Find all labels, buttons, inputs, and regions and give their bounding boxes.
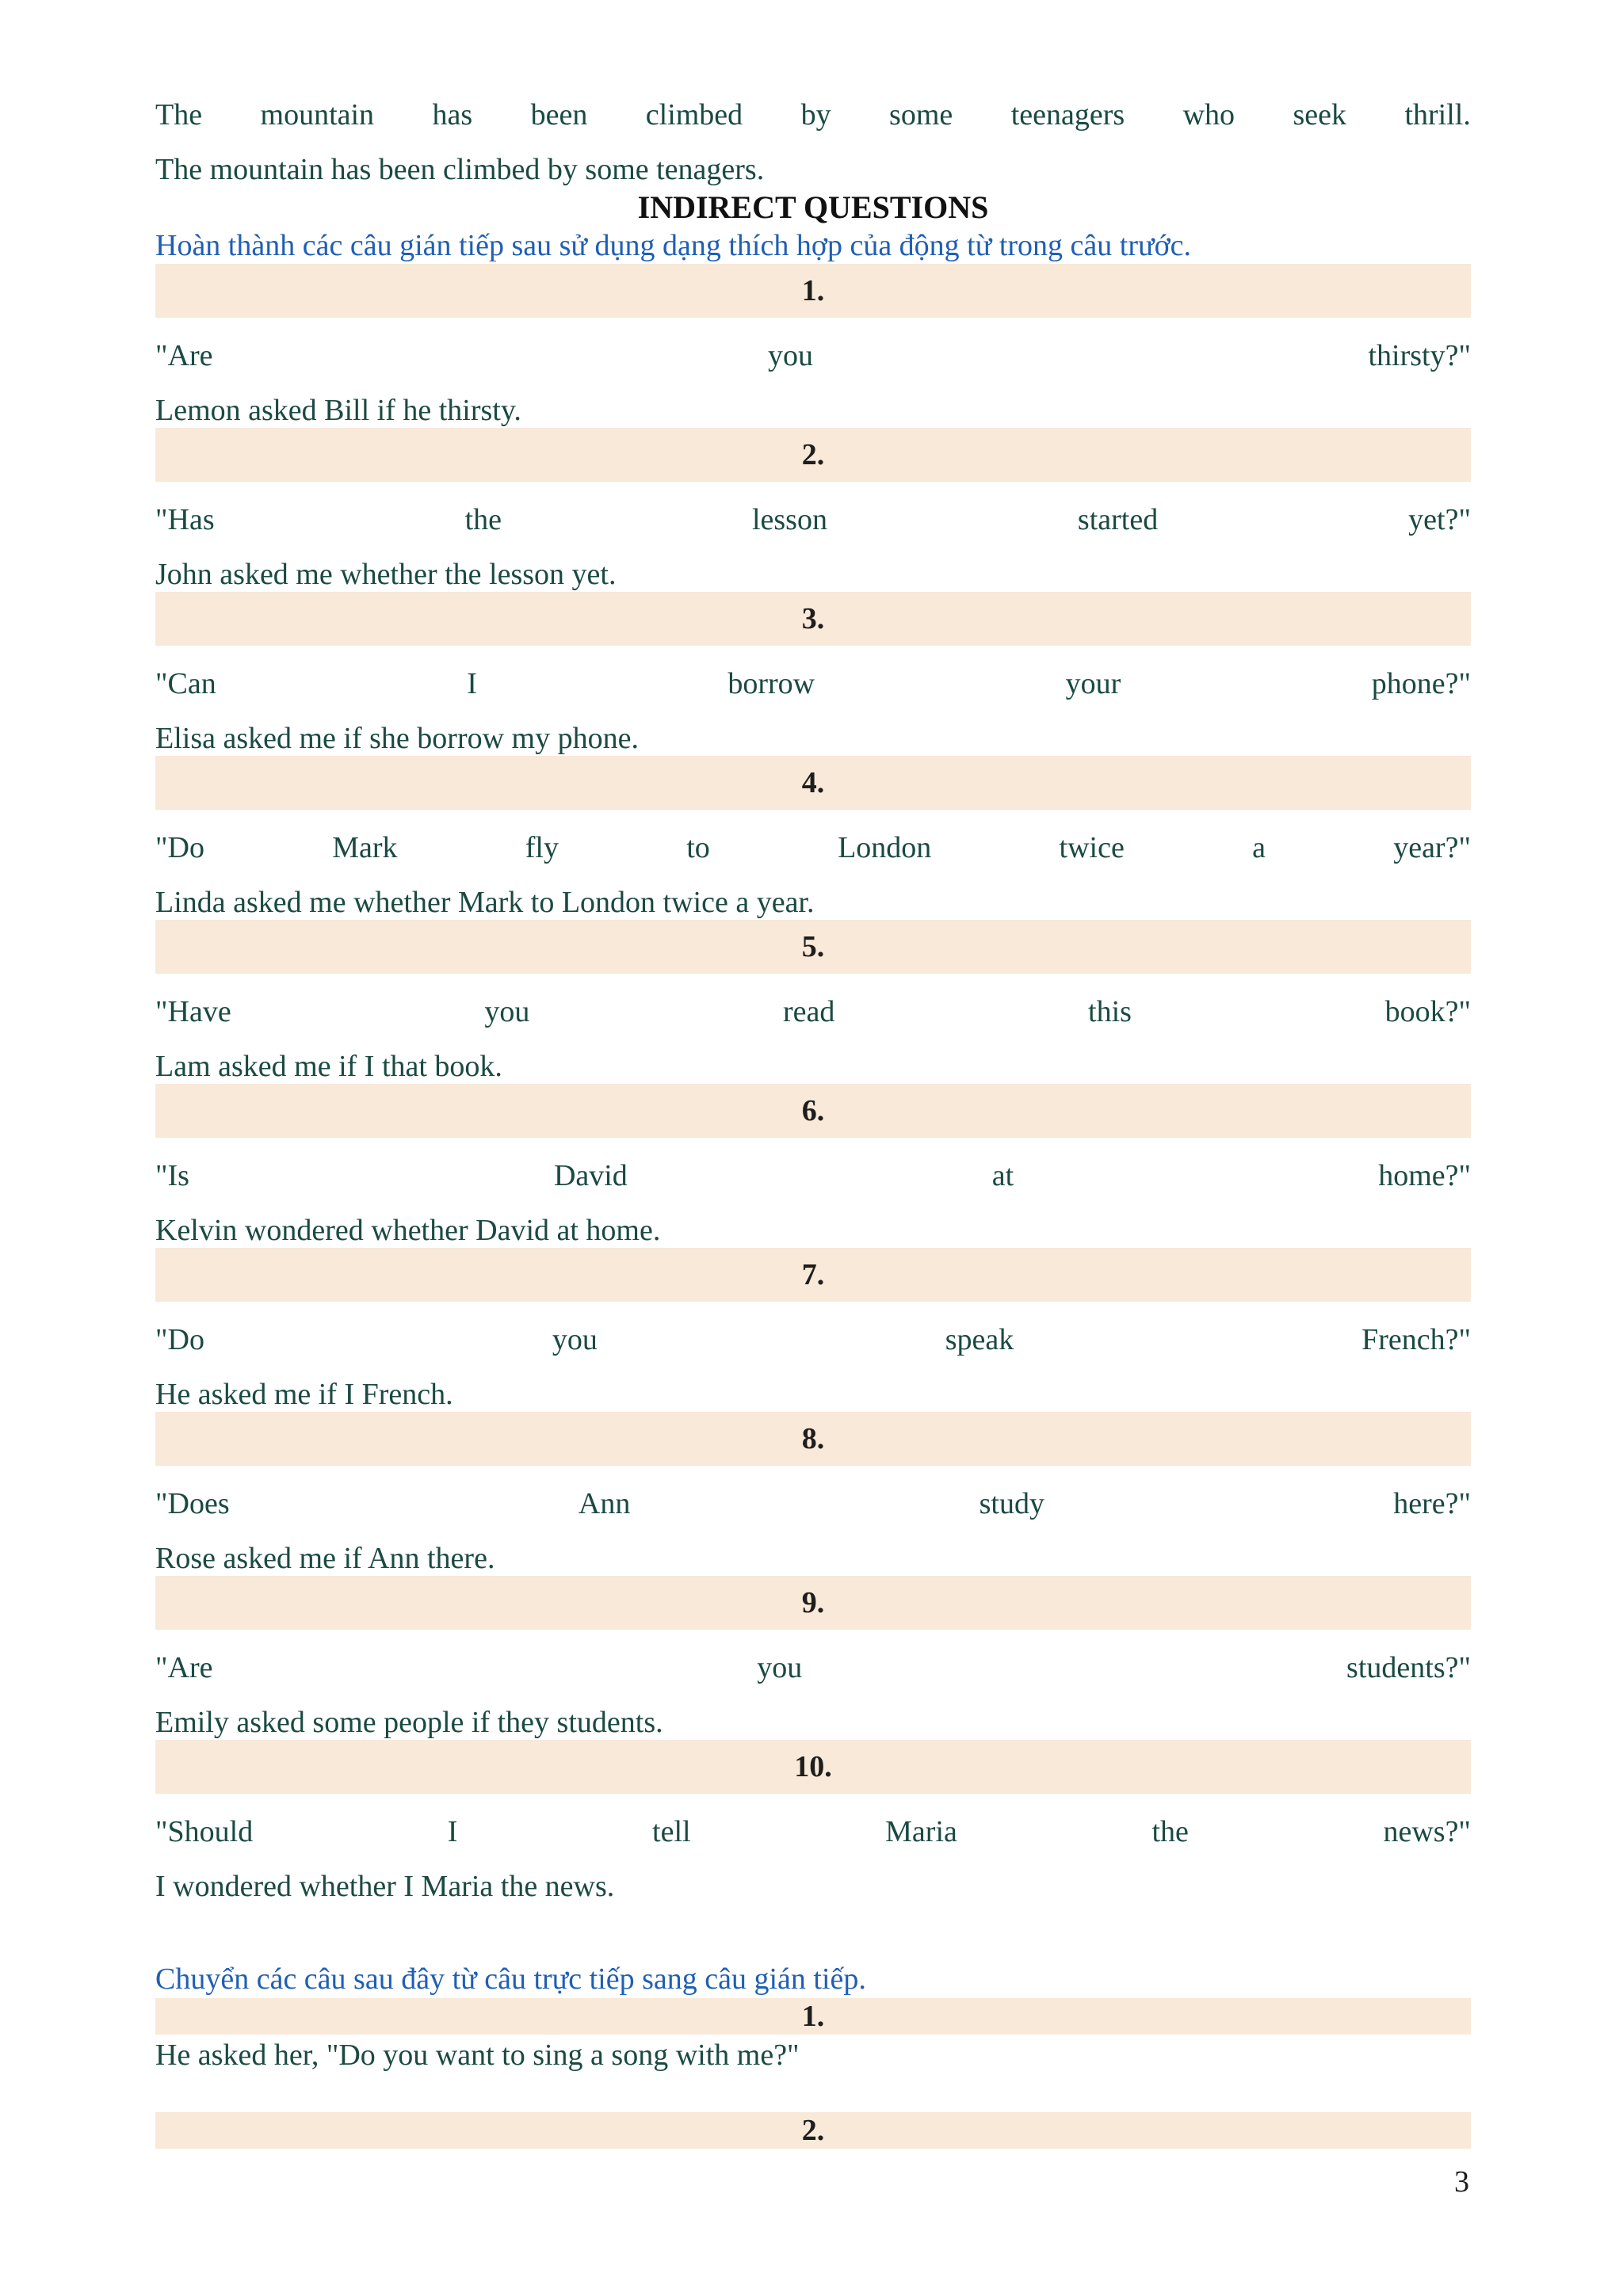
- word: book?": [1384, 995, 1471, 1028]
- word: David: [553, 1159, 628, 1192]
- answer-line: Elisa asked me if she borrow my phone.: [155, 722, 639, 755]
- word: started: [1077, 503, 1159, 536]
- question-line: [155, 337, 1471, 375]
- word: year?": [1393, 831, 1471, 864]
- intro-answer-line: The mountain has been climbed by some tenagers.: [155, 153, 765, 186]
- question-line: [155, 1485, 1471, 1523]
- question-line: [155, 993, 1471, 1031]
- word: French?": [1361, 1323, 1471, 1356]
- word: twice: [1059, 831, 1125, 864]
- answer-line: I wondered whether I Maria the news.: [155, 1870, 615, 1903]
- word: teenagers: [1010, 98, 1125, 132]
- item-number-bar: 4.: [155, 756, 1471, 810]
- word: "Is: [155, 1159, 189, 1192]
- word: thirsty?": [1368, 339, 1471, 372]
- section-heading: INDIRECT QUESTIONS: [637, 189, 989, 225]
- word: news?": [1383, 1815, 1471, 1848]
- word: "Can: [155, 667, 216, 700]
- item-number-bar: 5.: [155, 920, 1471, 974]
- word: "Do: [155, 1323, 204, 1356]
- word: Maria: [885, 1815, 957, 1848]
- word: speak: [945, 1323, 1014, 1356]
- word: the: [1151, 1815, 1189, 1848]
- item-number-bar: 10.: [155, 1740, 1471, 1794]
- item-number-bar: 6.: [155, 1084, 1471, 1138]
- answer-line: Kelvin wondered whether David at home.: [155, 1214, 661, 1247]
- answer-line: Linda asked me whether Mark to London twice a year.: [155, 886, 815, 919]
- item-number-bar: 8.: [155, 1412, 1471, 1466]
- word: "Do: [155, 831, 204, 864]
- word: tell: [652, 1815, 691, 1848]
- item-number-bar: 9.: [155, 1576, 1471, 1630]
- answer-line: Lemon asked Bill if he thirsty.: [155, 394, 521, 427]
- word: study: [979, 1487, 1044, 1520]
- word: "Does: [155, 1487, 230, 1520]
- answer-line: Emily asked some people if they students.: [155, 1706, 663, 1739]
- word: to: [686, 831, 710, 864]
- answer-line: He asked me if I French.: [155, 1378, 453, 1411]
- item-number-bar: 1.: [155, 264, 1471, 318]
- question-line: [155, 501, 1471, 539]
- word: "Have: [155, 995, 231, 1028]
- section2-instruction: Chuyển các câu sau đây từ câu trực tiếp sang câu gián tiếp.: [155, 1962, 866, 1996]
- word: by: [800, 98, 831, 132]
- word: Mark: [332, 831, 398, 864]
- question-line: [155, 1813, 1471, 1851]
- word: here?": [1393, 1487, 1471, 1520]
- intro-sentence-line: [155, 96, 1471, 134]
- word: your: [1065, 667, 1121, 700]
- word: "Are: [155, 339, 213, 372]
- word: read: [783, 995, 835, 1028]
- word: "Should: [155, 1815, 254, 1848]
- word: some: [889, 98, 953, 132]
- word: "Has: [155, 503, 215, 536]
- page-number: 3: [1454, 2165, 1469, 2199]
- direct-speech-line: He asked her, "Do you want to sing a song with me?": [155, 2039, 800, 2072]
- word: who: [1182, 98, 1235, 132]
- word: you: [484, 995, 530, 1028]
- question-line: [155, 1321, 1471, 1359]
- word: borrow: [727, 667, 815, 700]
- word: you: [552, 1323, 598, 1356]
- word: seek: [1293, 98, 1347, 132]
- word: you: [757, 1651, 803, 1684]
- word: home?": [1378, 1159, 1471, 1192]
- question-line: [155, 829, 1471, 867]
- word: I: [467, 667, 477, 700]
- word: phone?": [1371, 667, 1471, 700]
- item-number-bar: 2.: [155, 428, 1471, 482]
- word: climbed: [645, 98, 743, 132]
- word: Ann: [578, 1487, 631, 1520]
- word: lesson: [751, 503, 827, 536]
- word: The: [155, 98, 203, 132]
- answer-line: Lam asked me if I that book.: [155, 1050, 502, 1083]
- question-line: [155, 1157, 1471, 1195]
- word: "Are: [155, 1651, 213, 1684]
- word: a: [1252, 831, 1266, 864]
- word: fly: [525, 831, 559, 864]
- word: at: [991, 1159, 1014, 1192]
- question-line: [155, 1649, 1471, 1687]
- section-instruction: Hoàn thành các câu gián tiếp sau sử dụng dạng thích hợp của động từ trong câu trước.: [155, 229, 1192, 262]
- word: the: [464, 503, 502, 536]
- word: you: [767, 339, 813, 372]
- item-number-bar: 2.: [155, 2112, 1471, 2149]
- word: I: [447, 1815, 458, 1848]
- word: London: [838, 831, 932, 864]
- item-number-bar: 7.: [155, 1248, 1471, 1302]
- word: students?": [1346, 1651, 1471, 1684]
- item-number-bar: 1.: [155, 1998, 1471, 2035]
- word: been: [530, 98, 588, 132]
- word: yet?": [1408, 503, 1471, 536]
- word: mountain: [260, 98, 375, 132]
- word: thrill.: [1404, 98, 1471, 132]
- item-number-bar: 3.: [155, 592, 1471, 646]
- answer-line: Rose asked me if Ann there.: [155, 1542, 495, 1575]
- word: this: [1088, 995, 1132, 1028]
- question-line: [155, 665, 1471, 703]
- answer-line: John asked me whether the lesson yet.: [155, 558, 617, 591]
- word: has: [432, 98, 473, 132]
